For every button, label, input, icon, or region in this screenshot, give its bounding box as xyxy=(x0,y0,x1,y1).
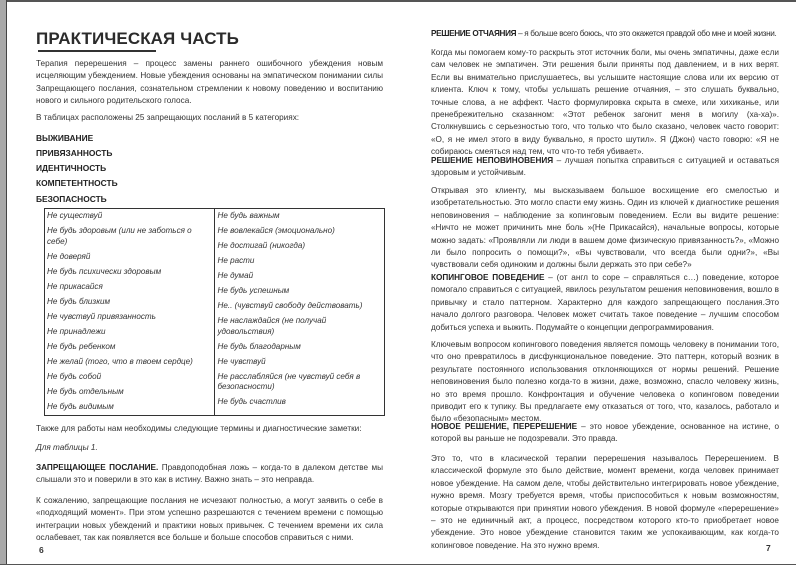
term-injunction-paragraph xyxy=(36,462,383,487)
new-decision-paragraph: Это то, что в класической терапии перерешения называлось Перерешением. В классической формуле это было действие, момент времени, когда человек принимает новое убеждение. На самом деле, чтобы действительно интегрировать новое убеждение, нужно время. Мозгу требуется время, чтобы приспособиться к новым возможностям, которые открываются при принятии нового убеждения. В новой формуле «перерешение» – это не единичный акт, а процесс, посредством которого кто-то приобретает новое убеждение. Это новое убеждение становится таким же успокаивающим, как когда-то копинговое поведение. На это нужно время. xyxy=(431,454,779,550)
table-cell: Не существуй xyxy=(47,211,103,220)
category-safety: БЕЗОПАСНОСТЬ xyxy=(36,194,107,204)
table-cell: Не будь ребенком xyxy=(47,341,116,351)
injunctions-table xyxy=(44,208,385,416)
despair-paragraph: Когда мы помогаем кому-то раскрыть этот источник боли, мы очень эмпатичны, даже если сам человек не эмпатичен. Эти решения были приняты под давлением, и в них верят. Если вы внимательно прислушаетесь, вы услышите настоящие слова или их версию от клиента. Ключ к тому, чтобы услышать решение отчаяния, – это слушать буквально, точные слова, а не аффект. Часто формулировка скрыта в смехе, или хихиканье, или пренебрежительно сказанном: «Этот ребенок загонит меня в могилу (ха-ха)». Столкнувшись с серьезностью того, что только что было сказано, человек часто говорит: «О, я не имел этого в виду буквально, я просто шутил». Я (Джон) часто говорю: «Я не собираюсь смеяться над тем, что что-то тебя убивает». xyxy=(431,48,779,157)
table-cell: Не доверяй xyxy=(47,251,91,261)
page-7 xyxy=(400,0,796,564)
table-cell: Не наслаждайся (не получай удовольствия) xyxy=(217,315,327,336)
table-cell: Не будь видимым xyxy=(47,401,114,411)
viewer-left-border xyxy=(0,0,7,568)
page-title: ПРАКТИЧЕСКАЯ ЧАСТЬ xyxy=(36,29,239,48)
injunctions-right-column xyxy=(215,209,385,415)
term-label: ЗАПРЕЩАЮЩЕЕ ПОСЛАНИЕ. xyxy=(36,463,159,472)
table-cell: Не желай (того, что в твоем сердце) xyxy=(47,356,193,366)
regret-paragraph: К сожалению, запрещающие послания не исчезают полностью, а могут заявить о себе в «подходящий момент». При этом успешно разрешаются с течением времени с помощью интеграции новых убеждений и практики новых привычек. С течением времени их сила ослабевает, так как появляется все больше и больше способов справиться с ними. xyxy=(36,496,383,543)
terms-intro-paragraph: Также для работы нам необходимы следующие термины и диагностические заметки: xyxy=(36,424,362,433)
term-definition: – лучшая попытка справиться с ситуацией и оставаться здоровым и устойчивым. xyxy=(431,156,780,178)
term-label: КОПИНГОВОЕ ПОВЕДЕНИЕ xyxy=(431,273,545,282)
table-intro-paragraph: В таблицах расположены 25 запрещающих посланий в 5 категориях: xyxy=(36,113,300,122)
disobedience-paragraph: Открывая это клиенту, мы высказываем большое восхищение его смелостью и изобретательностью. Это могло спасти ему жизнь. Один из ключей к диагностике решения неповиновения – наблюдение за копинговым поведением. Если вы видите решение: «Ничто не может причинить мне боль »(Не Прикасайся), начальные вопросы, которые можно задать: «Проявляли ли люди в вашем доме физическую привязанность?», «Можно ли было попросить о помощи?», «Вы чувствовали, что всегда были одни?», «Вы чувствовали себя одиноким и должны были держать это при себе?» xyxy=(431,186,779,270)
table-cell: Не расслабляйся (не чувствуй себя в безопасности) xyxy=(217,371,361,392)
term-definition: Правдоподобная ложь – когда-то в далеком детстве мы слышали это и поверили в это как в истину. Важно знать – это неправда. xyxy=(36,463,384,485)
table-cell: Не будь здоровым (или не заботься о себе) xyxy=(47,225,192,246)
intro-paragraph: Терапия перерешения – процесс замены раннего ошибочного убеждения новым исцеляющим убеждением. Новые убеждения основаны на эмпатическом понимании силы Запрещающего послания, сознательном стремлении к новому поведению и воспитанию нового и сильного родительского голоса. xyxy=(36,59,383,106)
table-cell: Не будь счастлив xyxy=(217,397,286,407)
table-cell: Не достигай (никогда) xyxy=(217,240,306,250)
table-cell: Не будь близким xyxy=(47,296,111,306)
table-cell: Не будь отдельным xyxy=(47,386,124,396)
category-identity: ИДЕНТИЧНОСТЬ xyxy=(36,163,107,173)
table-cell: Не чувствуй xyxy=(217,356,266,366)
category-competence: КОМПЕТЕНТНОСТЬ xyxy=(36,178,118,188)
table-cell: Не прикасайся xyxy=(47,281,103,291)
term-label: НОВОЕ РЕШЕНИЕ, ПЕРЕРЕШЕНИЕ xyxy=(431,422,578,431)
term-definition: – (от англ to cope – справляться с…) поведение, которое помогало справиться с ситуацией, явилось результатом решения неповиновения, вошло в привычку и стало паттерном. Характерно для каждого запрещающего послания.Это начало долгого разговора. Человек может считать такое поведение – лучшим способом добиться успеха и выжить. Подумайте о концепции депрограммирования. xyxy=(431,273,779,332)
viewer-bottom-border xyxy=(0,564,796,569)
table-cell: Не принадлежи xyxy=(47,326,106,336)
coping-heading-paragraph xyxy=(431,272,779,334)
table-cell: Не будь собой xyxy=(47,371,102,381)
coping-paragraph: Ключевым вопросом копингового поведения является помощь человеку в понимании того, что оно превратилось в дисфункциональное поведение. Это паттерн, который возник в результате постоянного использования отклоняющихся от нормы решений. Решение неповиновения было полезно когда-то в жизни, даже, возможно, спасло человеку жизнь, но это время прошло. Конфронтация и обучение человека о копинговом поведении приводит его к тупику. Вы предлагаете ему отказаться от того, что, казалось, работало и было «безопасным» местом. xyxy=(431,340,779,424)
term-definition: – это новое убеждение, основанное на истине, о которой вы раньше не подозревали. Это правда. xyxy=(431,422,780,444)
table-cell: Не.. (чувствуй свободу действовать) xyxy=(217,300,363,310)
table-cell: Не будь важным xyxy=(217,211,280,220)
table-cell: Не вовлекайся (эмоционально) xyxy=(217,225,335,235)
page-number: 6 xyxy=(39,545,44,555)
disobedience-heading-paragraph xyxy=(431,155,779,180)
injunctions-left-column xyxy=(45,209,215,415)
new-decision-heading-paragraph xyxy=(431,421,779,446)
despair-heading-paragraph xyxy=(431,28,779,40)
term-definition: – я больше всего боюсь, что это окажется правдой обо мне и моей жизни. xyxy=(516,29,777,38)
title-underline xyxy=(38,50,156,52)
table-cell: Не чувствуй привязанность xyxy=(47,311,156,321)
page-6 xyxy=(7,0,399,564)
table-cell: Не будь психически здоровым xyxy=(47,266,162,276)
table-cell: Не будь благодарным xyxy=(217,341,301,351)
category-survival: ВЫЖИВАНИЕ xyxy=(36,133,94,143)
term-label: РЕШЕНИЕ НЕПОВИНОВЕНИЯ xyxy=(431,156,554,165)
table-reference: Для таблицы 1. xyxy=(36,443,98,452)
table-cell: Не думай xyxy=(217,270,254,280)
category-attachment: ПРИВЯЗАННОСТЬ xyxy=(36,148,113,158)
table-cell: Не будь успешным xyxy=(217,285,290,295)
term-label: РЕШЕНИЕ ОТЧАЯНИЯ xyxy=(431,29,517,38)
table-cell: Не расти xyxy=(217,255,255,265)
page-number: 7 xyxy=(766,543,771,553)
